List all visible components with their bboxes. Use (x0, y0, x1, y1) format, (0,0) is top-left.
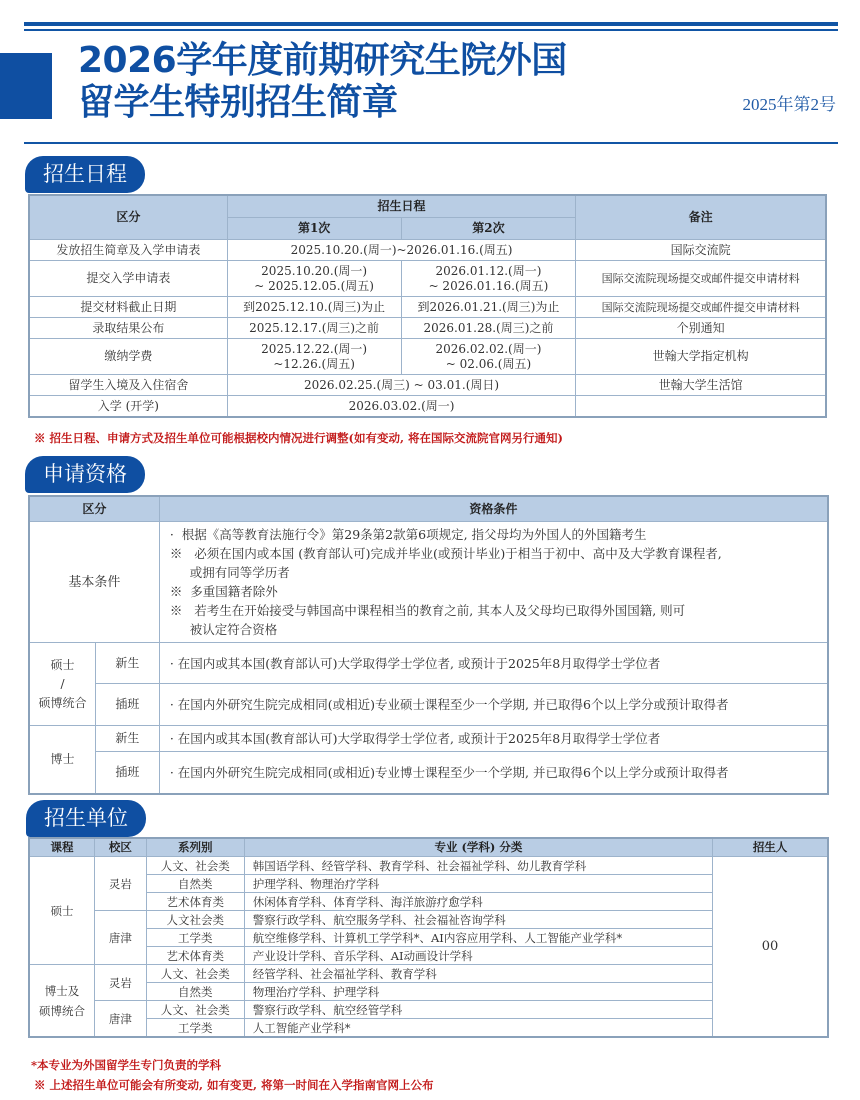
date-line: 2025.10.20.(周一) (261, 263, 368, 278)
campus-dangjin: 唐津 (94, 911, 146, 965)
table-row (30, 929, 828, 947)
row-round2: 到2026.01.21.(周三)为止 (401, 297, 576, 318)
row-round1: 2025.12.17.(周三)之前 (227, 318, 401, 339)
major: 产业设计学科、音乐学科、AI动画设计学科 (244, 947, 712, 965)
header-category: 区分 (30, 196, 228, 240)
table-row (30, 318, 826, 339)
row-date: 2026.03.02.(周一) (227, 396, 576, 417)
course-master: 硕士 (30, 857, 95, 965)
row-category: 入学 (开学) (30, 396, 228, 417)
table-row (30, 983, 828, 1001)
label-line: 博士及 (44, 983, 80, 998)
row-remarks: 世翰大学指定机构 (576, 339, 826, 375)
doctor-new-text: · 在国内或其本国(教育部认可)大学取得学士学位者, 或预计于2025年8月取得学士学位者 (159, 726, 827, 752)
quota: 00 (713, 857, 828, 1037)
top-rule-thin (24, 29, 838, 31)
table-row (30, 1001, 828, 1019)
header-conditions: 资格条件 (159, 497, 827, 522)
table-row (30, 643, 828, 684)
units-note-asterisk: *本专业为外国留学生专门负责的学科 (31, 1058, 222, 1072)
major: 经管学科、社会福祉学科、教育学科 (244, 965, 712, 983)
series: 人文、社会类 (146, 1001, 244, 1019)
header-major: 专业 (学科) 分类 (244, 839, 712, 857)
master-new-label: 新生 (95, 643, 159, 684)
section-title-schedule: 招生日程 (25, 156, 145, 193)
doctor-transfer-text: · 在国内外研究生院完成相同(或相近)专业博士课程至少一个学期, 并已取得6个以上学分或预计取得者 (159, 752, 827, 794)
major: 警察行政学科、航空服务学科、社会福祉咨询学科 (244, 911, 712, 929)
header-quota: 招生人 (713, 839, 828, 857)
doctor-transfer-label: 插班 (95, 752, 159, 794)
date-line: 2026.01.12.(周一) (435, 263, 542, 278)
series: 艺术体育类 (146, 893, 244, 911)
course-doctor (30, 965, 95, 1037)
table-row (30, 240, 826, 261)
major: 人工智能产业学科* (244, 1019, 712, 1037)
row-date: 2025.10.20.(周一)~2026.01.16.(周五) (227, 240, 576, 261)
row-category: 留学生入境及入住宿舍 (30, 375, 228, 396)
table-row (30, 522, 828, 643)
doctor-new-label: 新生 (95, 726, 159, 752)
major: 航空维修学科、计算机工学学科*、AI内容应用学科、人工智能产业学科* (244, 929, 712, 947)
label-line: 硕博统合 (38, 695, 87, 710)
label-line: 硕士 (50, 657, 75, 672)
table-header-row (30, 497, 828, 522)
page-title (78, 40, 567, 124)
row-remarks: 个别通知 (576, 318, 826, 339)
schedule-table (29, 195, 826, 417)
row-round2 (401, 339, 576, 375)
master-transfer-text: · 在国内外研究生院完成相同(或相近)专业硕士课程至少一个学期, 并已取得6个以上学分或预计取得者 (159, 684, 827, 726)
condition-line: · 根据《高等教育法施行令》第29条第2款第6项规定, 指父母均为外国人的外国籍考生 (169, 527, 647, 542)
master-label (30, 643, 96, 726)
table-row (30, 893, 828, 911)
header-series: 系列别 (146, 839, 244, 857)
row-category: 缴纳学费 (30, 339, 228, 375)
table-header-row (30, 196, 826, 218)
table-row (30, 1019, 828, 1037)
label-line: / (60, 676, 65, 691)
header-round2: 第2次 (401, 218, 576, 240)
master-transfer-label: 插班 (95, 684, 159, 726)
section-title-eligibility: 申请资格 (25, 456, 145, 493)
table-header-row (30, 839, 828, 857)
major: 韩国语学科、经管学科、教育学科、社会福祉学科、幼儿教育学科 (244, 857, 712, 875)
series: 自然类 (146, 875, 244, 893)
date-line: 2026.02.02.(周一) (435, 341, 542, 356)
series: 人文社会类 (146, 911, 244, 929)
major: 休闲体育学科、体育学科、海洋旅游疗愈学科 (244, 893, 712, 911)
row-round1 (227, 261, 401, 297)
table-row (30, 684, 828, 726)
header-schedule: 招生日程 (227, 196, 576, 218)
label-line: 硕博统合 (38, 1003, 85, 1018)
condition-line: 被认定符合资格 (169, 622, 278, 637)
date-line: ~ 2026.01.16.(周五) (428, 278, 549, 293)
table-row (30, 726, 828, 752)
row-remarks: 国际交流院 (576, 240, 826, 261)
section-title-units: 招生单位 (26, 800, 146, 837)
master-new-text: · 在国内或其本国(教育部认可)大学取得学士学位者, 或预计于2025年8月取得学士学位者 (159, 643, 827, 684)
date-line: ~12.26.(周五) (273, 356, 355, 371)
major: 警察行政学科、航空经管学科 (244, 1001, 712, 1019)
row-category: 提交入学申请表 (30, 261, 228, 297)
table-row (30, 752, 828, 794)
date-line: ~ 2025.12.05.(周五) (254, 278, 374, 293)
row-remarks (576, 396, 826, 417)
campus-yeongam: 灵岩 (94, 857, 146, 911)
side-accent-block (0, 53, 52, 119)
top-rule-thick (24, 22, 838, 26)
header-campus: 校区 (94, 839, 146, 857)
header-round1: 第1次 (227, 218, 401, 240)
table-row (30, 396, 826, 417)
header-course: 课程 (30, 839, 95, 857)
major: 护理学科、物理治疗学科 (244, 875, 712, 893)
units-table (29, 838, 828, 1037)
table-row (30, 375, 826, 396)
basic-label: 基本条件 (30, 522, 160, 643)
table-row (30, 339, 826, 375)
row-round2: 2026.01.28.(周三)之前 (401, 318, 576, 339)
condition-line: ※ 多重国籍者除外 (169, 584, 278, 599)
row-category: 录取结果公布 (30, 318, 228, 339)
series: 人文、社会类 (146, 965, 244, 983)
series: 工学类 (146, 929, 244, 947)
condition-line: 或拥有同等学历者 (169, 565, 290, 580)
title-line-1: 2026学年度前期研究生院外国 (78, 40, 567, 81)
campus-dangjin: 唐津 (94, 1001, 146, 1037)
row-round2 (401, 261, 576, 297)
row-remarks: 国际交流院现场提交或邮件提交申请材料 (576, 261, 826, 297)
row-category: 发放招生简章及入学申请表 (30, 240, 228, 261)
units-note-change: ※ 上述招生单位可能会有所变动, 如有变更, 将第一时间在入学指南官网上公布 (34, 1078, 434, 1092)
row-category: 提交材料截止日期 (30, 297, 228, 318)
row-remarks: 国际交流院现场提交或邮件提交申请材料 (576, 297, 826, 318)
table-row (30, 261, 826, 297)
campus-yeongam: 灵岩 (94, 965, 146, 1001)
condition-line: ※ 必须在国内或本国 (教育部认可)完成并毕业(或预计毕业)于相当于初中、高中及大学教育课程者, (169, 546, 722, 561)
header-rule (24, 142, 838, 144)
basic-conditions (159, 522, 827, 643)
header-remarks: 备注 (576, 196, 826, 240)
row-round1: 到2025.12.10.(周三)为止 (227, 297, 401, 318)
series: 自然类 (146, 983, 244, 1001)
doctor-label: 博士 (30, 726, 96, 794)
series: 艺术体育类 (146, 947, 244, 965)
table-row (30, 875, 828, 893)
series: 工学类 (146, 1019, 244, 1037)
header-category: 区分 (30, 497, 160, 522)
eligibility-table (29, 496, 828, 794)
date-line: 2025.12.22.(周一) (261, 341, 368, 356)
row-remarks: 世翰大学生活馆 (576, 375, 826, 396)
series: 人文、社会类 (146, 857, 244, 875)
issue-number: 2025年第2号 (742, 95, 836, 114)
condition-line: ※ 若考生在开始接受与韩国高中课程相当的教育之前, 其本人及父母均已取得外国国籍, 则可 (169, 603, 686, 618)
table-row (30, 965, 828, 983)
table-row (30, 947, 828, 965)
title-line-2: 留学生特别招生简章 (78, 82, 398, 123)
schedule-note: ※ 招生日程、申请方式及招生单位可能根据校内情况进行调整(如有变动, 将在国际交流院官网另行通知) (34, 431, 563, 445)
table-row (30, 857, 828, 875)
major: 物理治疗学科、护理学科 (244, 983, 712, 1001)
row-round1 (227, 339, 401, 375)
row-date: 2026.02.25.(周三) ~ 03.01.(周日) (227, 375, 576, 396)
date-line: ~ 02.06.(周五) (445, 356, 532, 371)
table-row (30, 297, 826, 318)
table-row (30, 911, 828, 929)
